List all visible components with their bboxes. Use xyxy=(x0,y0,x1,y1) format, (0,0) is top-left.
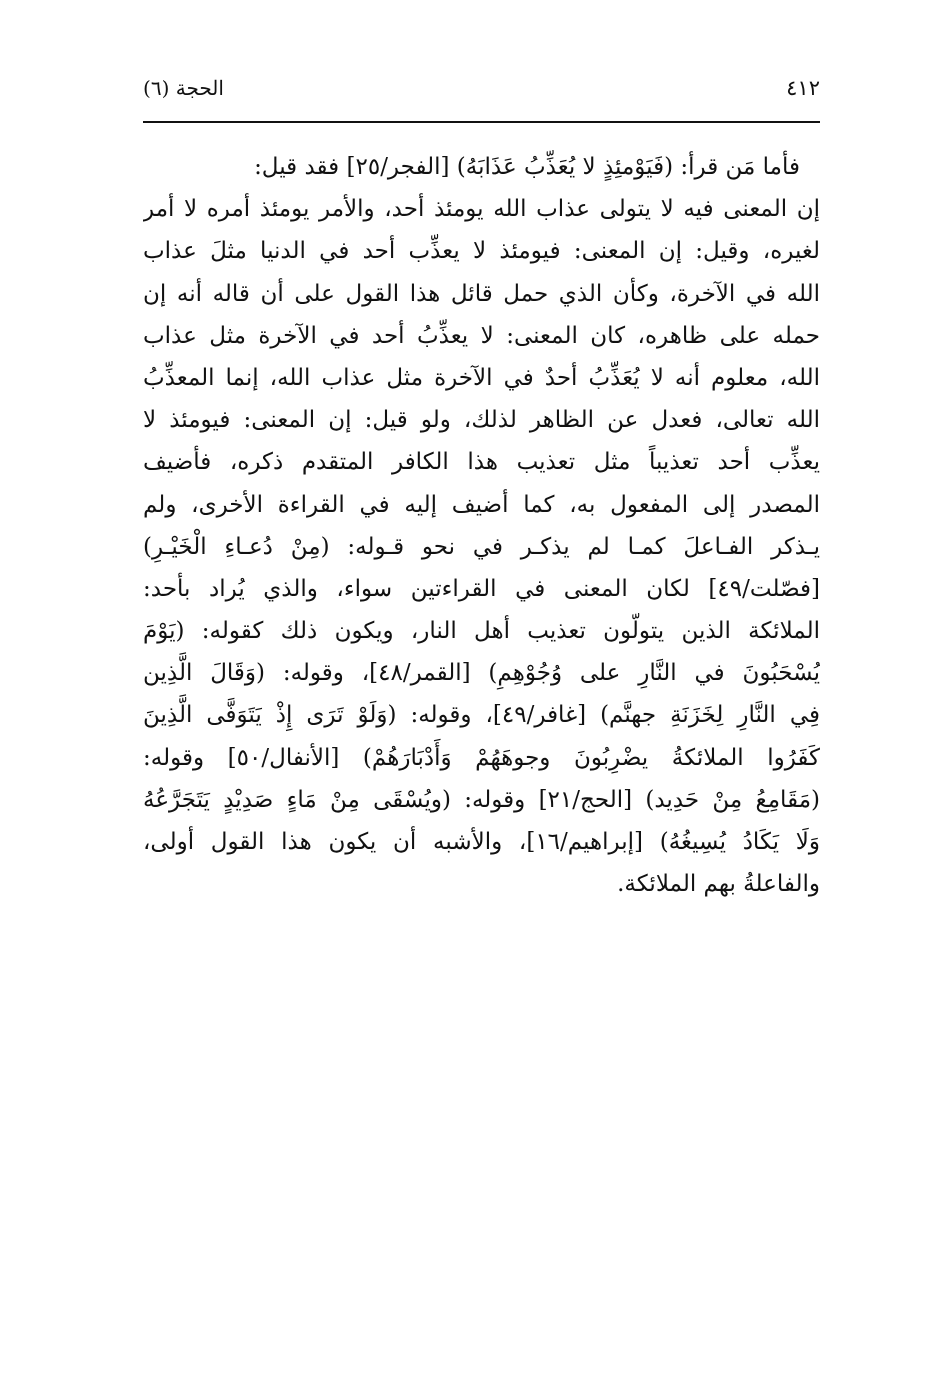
text-line: الله تعالى، فعدل عن الظاهر لذلك، ولو قيل: إن المعنى: فيومئذ لا xyxy=(143,407,820,434)
text-line: (مَقَامِعُ مِنْ حَدِيد) [الحج/٢١] وقوله: (ويُسْقَى مِنْ مَاءٍ صَدِيْدٍ يَتَجَرَّعُهُ xyxy=(143,786,820,813)
text-line: إن المعنى فيه لا يتولى عذاب الله يومئذ أحد، والأمر يومئذ أمره لا أمر xyxy=(143,196,820,223)
text-line: الله في الآخرة، وكأن الذي حمل قائل هذا القول على أن قاله أنه إن xyxy=(143,280,820,307)
text-line: كَفَرُوا الملائكةُ يضْرِبُونَ وجوهَهُمْ وَأَدْبَارَهُمْ) [الأنفال/٥٠] وقوله: xyxy=(143,744,820,771)
text-line: فِي النَّارِ لِخَزَنَةِ جهنَّم) [غافر/٤٩]، وقوله: (وَلَوْ تَرَى إِذْ يَتَوَفَّى الَّذِينَ xyxy=(143,702,820,729)
text-line: حمله على ظاهره، كان المعنى: لا يعذِّبُ أحد في الآخرة مثل عذاب xyxy=(143,322,820,349)
page-number: ٤١٢ xyxy=(786,76,820,100)
header-rule xyxy=(143,121,820,123)
text-line: [فصّلت/٤٩] لكان المعنى في القراءتين سواء، والذي يُراد بأحد: xyxy=(143,575,820,602)
text-line: والفاعلةُ بهم الملائكة. xyxy=(617,871,820,898)
page-header xyxy=(143,68,820,108)
text-line: المصدر إلى المفعول به، كما أضيف إليه في القراءة الأخرى، ولم xyxy=(143,491,820,518)
text-line: يُسْحَبُونَ في النَّارِ على وُجُوْهِمِ) [القمر/٤٨]، وقوله: (وَقَالَ الَّذِين xyxy=(143,660,820,687)
text-line: الملائكة الذين يتولّون تعذيب أهل النار، ويكون ذلك كقوله: (يَوْمَ xyxy=(143,618,820,645)
running-title: الحجة (٦) xyxy=(143,76,224,100)
text-line: يـذكر الفـاعلَ كمـا لم يذكـر في نحو قـوله: (مِنْ دُعـاءِ الْخَيْـرِ) xyxy=(143,533,820,560)
text-line: وَلَا يَكَادُ يُسِيغُهُ) [إبراهيم/١٦]، والأشبه أن يكون هذا القول أولى، xyxy=(143,829,820,855)
text-line: الله، معلوم أنه لا يُعَذِّبُ أحدٌ في الآخرة مثل عذاب الله، إنما المعذِّبُ xyxy=(143,364,820,391)
text-line: لغيره، وقيل: إن المعنى: فيومئذ لا يعذِّب أحد في الدنيا مثلَ عذاب xyxy=(143,238,820,265)
text-line: فأما مَن قرأ: (فَيَوْمئِذٍ لا يُعَذِّبُ عَذَابَهُ) [الفجر/٢٥] فقد قيل: xyxy=(254,154,800,180)
text-line: يعذِّب أحد تعذيباً مثل تعذيب هذا الكافر المتقدم ذكره، فأضيف xyxy=(143,449,820,476)
body-text xyxy=(143,146,820,905)
